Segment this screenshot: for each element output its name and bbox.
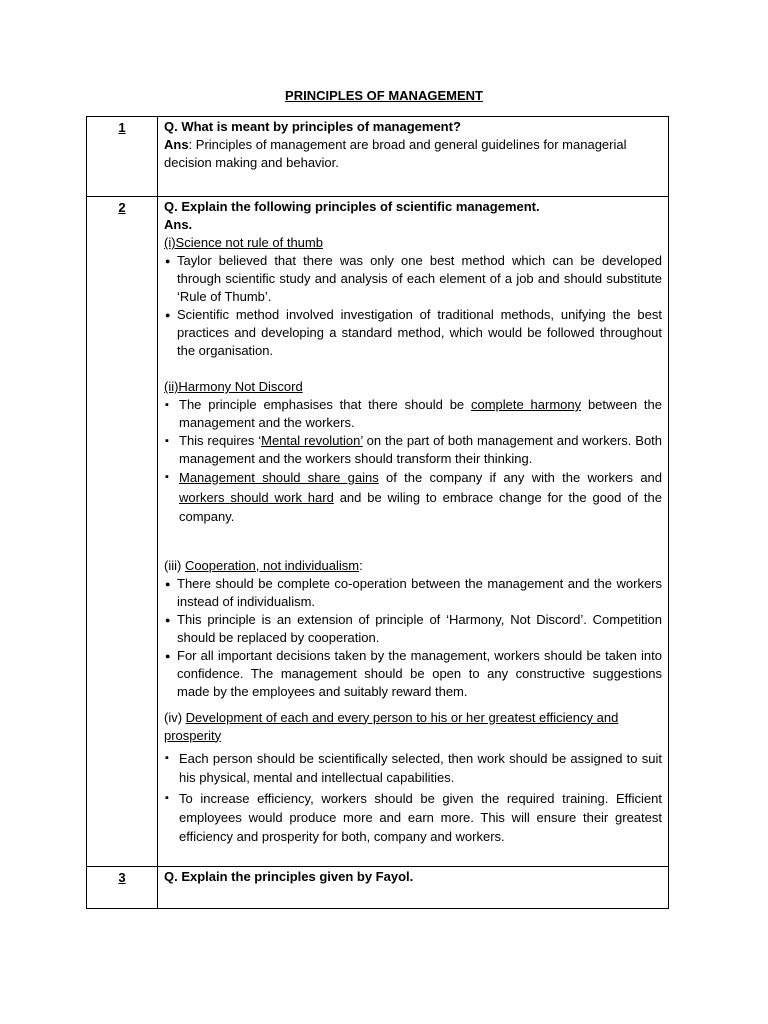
list-item: ● Scientific method involved investigation of traditional methods, unifying the best practices and developing a standard method, which would be followed throughout the organisation. [164,306,662,360]
table-row [87,866,669,908]
list-item-text: of the company if any with the workers and [378,470,663,485]
list-item [164,432,662,468]
question-text: Q. Explain the principles given by Fayol. [164,868,414,884]
list-item-underlined: workers should work hard [179,489,334,505]
section-heading-underlined: Development of each and every person to his or her greatest efficiency and prosperity [164,709,619,743]
question-cell [158,117,669,197]
question-cell [158,866,669,908]
list-item-text: and be wiling to embrace change for the good of the company. [179,489,662,524]
question-text: Q. Explain the following principles of scientific management. [164,199,540,214]
list-item [164,468,662,527]
question-number-cell [87,866,158,908]
question-number-cell [87,197,158,867]
answer-label: Ans. [164,217,193,232]
question-number-cell [87,117,158,197]
list-item-underlined: Management should share gains [179,470,379,485]
list-item [164,396,662,432]
list-item-underlined: complete harmony [470,397,582,412]
section-heading-prefix: (iv) [164,709,186,725]
list-item: ● Taylor believed that there was only one best method which can be developed through scientific study and analysis of each element of a job and should substitute ‘Rule of Thumb’. [164,252,662,306]
qa-table [86,116,669,909]
section-heading: (i)Science not rule of thumb [164,235,323,250]
document-title: PRINCIPLES OF MANAGEMENT [285,88,483,103]
bullet-list [164,749,662,846]
section-heading: (ii)Harmony Not Discord [164,379,303,394]
list-item: ● For all important decisions taken by the management, workers should be taken into confidence. The management should be open to any constructive suggestions made by the employees and suitably reward them. [164,647,662,701]
list-item-text: This requires ‘ [179,433,262,448]
section-heading [164,557,662,575]
table-row [87,117,669,197]
answer-text [164,136,662,172]
bullet-list [164,396,662,527]
list-item: ▪ Each person should be scientifically selected, then work should be assigned to suit his physical, mental and intellectual capabilities. [164,749,662,787]
section-heading [164,709,662,745]
answer-body: : Principles of management are broad and general guidelines for managerial decision making and behavior. [164,137,627,170]
question-number: 2 [118,200,126,215]
list-item-text: The principle emphasises that there should be [179,397,471,412]
section-heading-prefix: (iii) [164,557,185,573]
list-item: ▪ To increase efficiency, workers should be given the required training. Efficient employees would produce more and earn more. This will ensure their greatest efficiency and prosperity for both, company and workers. [164,789,662,846]
bullet-list [164,252,662,360]
list-item-underlined: Mental revolution’ [261,433,363,448]
bullet-list [164,575,662,701]
question-number: 3 [118,869,126,885]
table-row [87,197,669,867]
section-heading-suffix: : [359,557,363,573]
question-text: Q. What is meant by principles of management? [164,119,461,134]
question-cell [158,197,669,867]
list-item-text: between the management and the workers. [179,397,662,430]
section-heading-underlined: Cooperation, not individualism [184,557,360,573]
list-item: ● There should be complete co-operation between the management and the workers instead of individualism. [164,575,662,611]
list-item: ● This principle is an extension of principle of ‘Harmony, Not Discord’. Competition should be replaced by cooperation. [164,611,662,647]
question-number: 1 [118,120,126,135]
answer-label: Ans [164,137,189,152]
list-item-text: on the part of both management and workers. Both management and the workers should transform their thinking. [179,433,663,466]
